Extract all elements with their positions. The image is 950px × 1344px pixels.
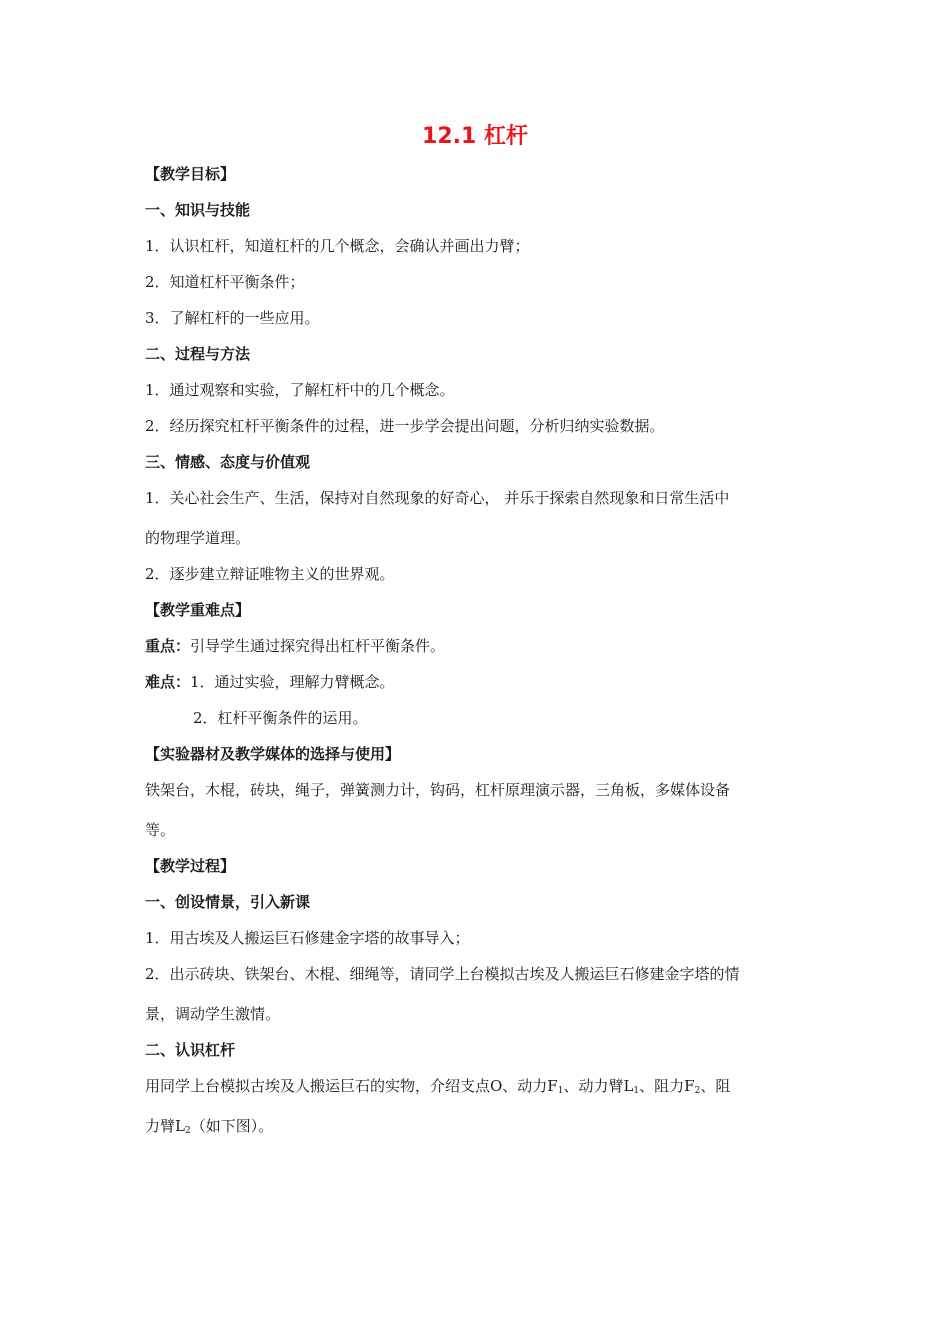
emotion-item-1-line-2: 的物理学道理。 — [145, 529, 251, 547]
subscript: 2 — [694, 1086, 701, 1096]
process-item-2: 2．经历探究杠杆平衡条件的过程，进一步学会提出问题，分析归纳实验数据。 — [145, 417, 665, 435]
document-title: 12.1 杠杆 — [422, 124, 528, 149]
knowledge-item-1: 1．认识杠杆，知道杠杆的几个概念，会确认并画出力臂； — [145, 237, 530, 255]
emotion-heading: 三、情感、态度与价值观 — [145, 453, 311, 471]
lever-text-part: 用同学上台模拟古埃及人搬运巨石的实物，介绍支点O、动力F — [145, 1077, 558, 1095]
lever-text-part: 、阻 — [700, 1077, 731, 1095]
subscript: 1 — [557, 1086, 564, 1096]
intro-item-2-line-1: 2．出示砖块、铁架台、木棍、细绳等，请同学上台模拟古埃及人搬运巨石修建金字塔的情 — [145, 965, 740, 983]
process-heading: 二、过程与方法 — [145, 345, 251, 363]
lever-text-part: （如下图）。 — [190, 1117, 274, 1135]
subscript: 2 — [184, 1126, 191, 1136]
subscript: 1 — [633, 1086, 640, 1096]
intro-item-1: 1．用古埃及人搬运巨石修建金字塔的故事导入； — [145, 929, 470, 947]
focus-label: 重点： — [145, 637, 191, 655]
procedure-heading: 【教学过程】 — [145, 857, 236, 875]
knowledge-heading: 一、知识与技能 — [145, 201, 251, 219]
lever-text-line-2 — [145, 1116, 815, 1136]
knowledge-item-3: 3．了解杠杆的一些应用。 — [145, 309, 320, 327]
focus-text: 引导学生通过探究得出杠杆平衡条件。 — [190, 637, 446, 655]
difficulty-item-1: 1．通过实验，理解力臂概念。 — [190, 673, 395, 691]
lever-text-line-1 — [145, 1076, 815, 1096]
lever-text-part: 力臂L — [145, 1117, 185, 1135]
difficulty-line — [145, 672, 815, 692]
emotion-item-2: 2．逐步建立辩证唯物主义的世界观。 — [145, 565, 395, 583]
intro-item-2-line-2: 景，调动学生激情。 — [145, 1005, 281, 1023]
focus-line — [145, 636, 815, 656]
equipment-heading: 【实验器材及教学媒体的选择与使用】 — [145, 745, 401, 763]
difficulty-item-2: 2．杠杆平衡条件的运用。 — [193, 709, 368, 727]
intro-heading: 一、创设情景，引入新课 — [145, 893, 311, 911]
lever-text-part: 、阻力F — [639, 1077, 695, 1095]
keypoints-heading: 【教学重难点】 — [145, 601, 251, 619]
lever-text-part: 、动力臂L — [563, 1077, 634, 1095]
process-item-1: 1．通过观察和实验，了解杠杆中的几个概念。 — [145, 381, 455, 399]
objectives-heading: 【教学目标】 — [145, 165, 236, 183]
emotion-item-1-line-1: 1．关心社会生产、生活，保持对自然现象的好奇心， 并乐于探索自然现象和日常生活中 — [145, 489, 730, 507]
knowledge-item-2: 2．知道杠杆平衡条件； — [145, 273, 305, 291]
lever-heading: 二、认识杠杆 — [145, 1041, 236, 1059]
equipment-line-1: 铁架台，木棍，砖块，绳子，弹簧测力计，钩码，杠杆原理演示器，三角板，多媒体设备 — [145, 781, 731, 799]
difficulty-label: 难点： — [145, 673, 191, 691]
equipment-line-2: 等。 — [145, 821, 176, 839]
